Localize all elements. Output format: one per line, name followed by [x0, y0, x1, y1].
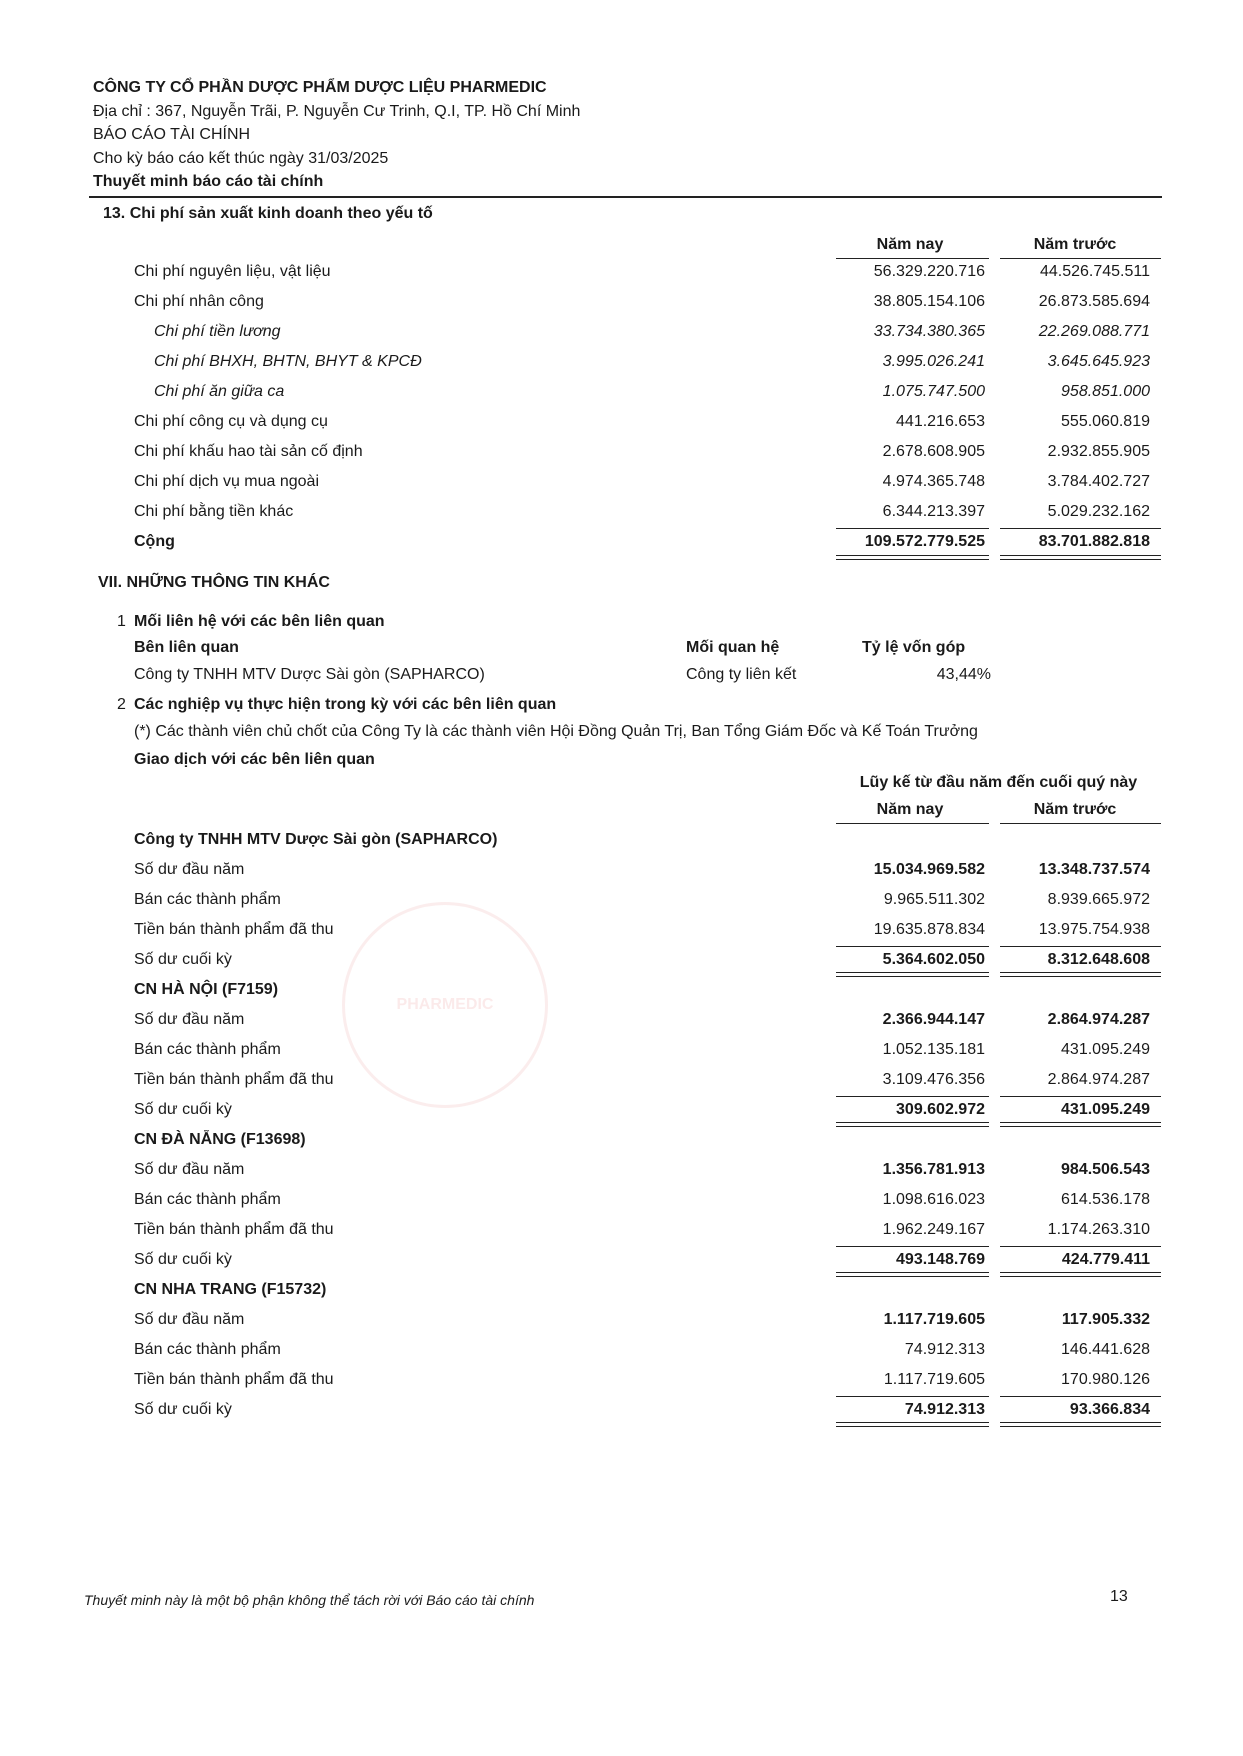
company-name: CÔNG TY CỔ PHẦN DƯỢC PHẨM DƯỢC LIỆU PHARMEDIC — [93, 79, 547, 96]
entity-row-current: 15.034.969.582 — [873, 861, 985, 878]
entity-row-prior: 117.905.332 — [1061, 1311, 1150, 1328]
entity-row-prior: 13.348.737.574 — [1038, 861, 1150, 878]
party-relation: Công ty liên kết — [686, 666, 797, 683]
entity-row-prior: 2.864.974.287 — [1047, 1011, 1150, 1028]
entity-row-prior: 13.975.754.938 — [1038, 921, 1150, 938]
total-double-rule-current — [836, 555, 989, 560]
entity-row-label: Bán các thành phẩm — [134, 1341, 281, 1358]
item-2-title: Các nghiệp vụ thực hiện trong kỳ với các bên liên quan — [134, 696, 557, 713]
cost-row-prior: 2.932.855.905 — [1047, 443, 1150, 460]
entity-row-current: 1.962.249.167 — [882, 1221, 985, 1238]
entity-row-current: 19.635.878.834 — [873, 921, 985, 938]
entity-row-prior: 984.506.543 — [1061, 1161, 1150, 1178]
entity-row-current: 3.109.476.356 — [882, 1071, 985, 1088]
entity-row-current: 2.366.944.147 — [882, 1011, 985, 1028]
entity-row-label: Số dư đầu năm — [134, 1161, 245, 1178]
subtotal-rule-current — [836, 1396, 989, 1397]
cost-row-prior: 3.645.645.923 — [1047, 353, 1150, 370]
section-13-title: 13. Chi phí sản xuất kinh doanh theo yếu tố — [103, 205, 433, 222]
relation-col-header: Mối quan hệ — [686, 639, 780, 656]
entity-row-current: 74.912.313 — [904, 1401, 985, 1418]
balance-double-rule-prior — [1000, 972, 1161, 977]
entity-row-current: 493.148.769 — [896, 1251, 985, 1268]
entity-row-prior: 431.095.249 — [1061, 1041, 1150, 1058]
entity-name: CN HÀ NỘI (F7159) — [134, 981, 279, 998]
header-rule — [89, 196, 1162, 198]
cost-row-label: Chi phí dịch vụ mua ngoài — [134, 473, 319, 490]
cost-row-current: 3.995.026.241 — [882, 353, 985, 370]
balance-double-rule-current — [836, 1422, 989, 1427]
entity-row-prior: 1.174.263.310 — [1047, 1221, 1150, 1238]
col-header-current: Năm nay — [876, 236, 944, 253]
cost-total-label: Cộng — [134, 533, 175, 550]
ratio-col-header: Tỷ lệ vốn góp — [862, 639, 966, 656]
entity-row-label: Bán các thành phẩm — [134, 1041, 281, 1058]
cost-row-prior: 958.851.000 — [1061, 383, 1150, 400]
cost-row-label: Chi phí BHXH, BHTN, BHYT & KPCĐ — [154, 353, 422, 370]
report-title: BÁO CÁO TÀI CHÍNH — [93, 126, 251, 143]
entity-row-prior: 431.095.249 — [1061, 1101, 1150, 1118]
cost-row-current: 6.344.213.397 — [882, 503, 985, 520]
entity-row-label: Số dư đầu năm — [134, 861, 245, 878]
entity-row-prior: 8.312.648.608 — [1047, 951, 1150, 968]
cost-row-label: Chi phí ăn giữa ca — [154, 383, 285, 400]
entity-row-label: Bán các thành phẩm — [134, 891, 281, 908]
entity-row-label: Tiền bán thành phẩm đã thu — [134, 1071, 334, 1088]
entity-row-prior: 8.939.665.972 — [1047, 891, 1150, 908]
cumulative-col-header: Lũy kế từ đầu năm đến cuối quý này — [859, 774, 1138, 791]
entity-row-label: Số dư cuối kỳ — [134, 1101, 232, 1118]
item-2-number: 2 — [117, 696, 126, 713]
balance-double-rule-prior — [1000, 1272, 1161, 1277]
cost-row-current: 33.734.380.365 — [873, 323, 985, 340]
entity-row-prior: 146.441.628 — [1061, 1341, 1150, 1358]
party-name: Công ty TNHH MTV Dược Sài gòn (SAPHARCO) — [134, 666, 485, 683]
cost-row-label: Chi phí nguyên liệu, vật liệu — [134, 263, 331, 280]
entity-row-current: 309.602.972 — [896, 1101, 985, 1118]
entity-row-label: Bán các thành phẩm — [134, 1191, 281, 1208]
entity-row-label: Số dư cuối kỳ — [134, 1251, 232, 1268]
subtotal-rule-prior — [1000, 1096, 1161, 1097]
entity-row-label: Tiền bán thành phẩm đã thu — [134, 1371, 334, 1388]
balance-double-rule-current — [836, 1122, 989, 1127]
col-header-prior: Năm trước — [1033, 236, 1117, 253]
company-stamp: PHARMEDIC — [342, 902, 548, 1108]
entity-row-current: 74.912.313 — [904, 1341, 985, 1358]
subtotal-rule-current — [836, 1096, 989, 1097]
cost-row-prior: 5.029.232.162 — [1047, 503, 1150, 520]
entity-row-current: 1.052.135.181 — [882, 1041, 985, 1058]
col-underline-current — [836, 258, 989, 259]
entity-row-prior: 170.980.126 — [1061, 1371, 1150, 1388]
cost-row-current: 56.329.220.716 — [873, 263, 985, 280]
cost-row-prior: 3.784.402.727 — [1047, 473, 1150, 490]
entity-row-current: 9.965.511.302 — [883, 891, 985, 908]
entity-name: CN ĐÀ NẴNG (F13698) — [134, 1131, 306, 1148]
cost-total-prior: 83.701.882.818 — [1038, 533, 1150, 550]
subtotal-rule-current — [836, 1246, 989, 1247]
cost-row-prior: 555.060.819 — [1061, 413, 1150, 430]
cost-row-label: Chi phí tiền lương — [154, 323, 281, 340]
cost-row-current: 2.678.608.905 — [882, 443, 985, 460]
entity-row-label: Số dư đầu năm — [134, 1311, 245, 1328]
col-header-current: Năm nay — [876, 801, 944, 818]
entity-row-prior: 93.366.834 — [1069, 1401, 1150, 1418]
total-top-rule-current — [836, 528, 989, 529]
subtotal-rule-prior — [1000, 946, 1161, 947]
notes-title: Thuyết minh báo cáo tài chính — [93, 173, 324, 190]
cost-row-label: Chi phí khấu hao tài sản cố định — [134, 443, 363, 460]
cost-row-prior: 26.873.585.694 — [1038, 293, 1150, 310]
balance-double-rule-current — [836, 1272, 989, 1277]
col-header-prior: Năm trước — [1033, 801, 1117, 818]
cost-row-current: 38.805.154.106 — [873, 293, 985, 310]
entity-row-label: Số dư cuối kỳ — [134, 1401, 232, 1418]
entity-row-prior: 424.779.411 — [1061, 1251, 1150, 1268]
balance-double-rule-prior — [1000, 1422, 1161, 1427]
cost-row-label: Chi phí nhân công — [134, 293, 264, 310]
subtotal-rule-current — [836, 946, 989, 947]
entity-row-prior: 2.864.974.287 — [1047, 1071, 1150, 1088]
entity-row-current: 1.356.781.913 — [882, 1161, 985, 1178]
col-underline-current — [836, 823, 989, 824]
entity-row-current: 1.098.616.023 — [882, 1191, 985, 1208]
section-vii-title: VII. NHỮNG THÔNG TIN KHÁC — [98, 574, 330, 591]
entity-row-prior: 614.536.178 — [1061, 1191, 1150, 1208]
cost-total-current: 109.572.779.525 — [864, 533, 985, 550]
party-ratio: 43,44% — [936, 666, 991, 683]
entity-row-label: Tiền bán thành phẩm đã thu — [134, 921, 334, 938]
col-underline-prior — [1000, 258, 1161, 259]
col-underline-prior — [1000, 823, 1161, 824]
item-2-subtitle: Giao dịch với các bên liên quan — [134, 751, 375, 768]
balance-double-rule-current — [836, 972, 989, 977]
total-double-rule-prior — [1000, 555, 1161, 560]
entity-name: Công ty TNHH MTV Dược Sài gòn (SAPHARCO) — [134, 831, 498, 848]
entity-row-label: Số dư cuối kỳ — [134, 951, 232, 968]
balance-double-rule-prior — [1000, 1122, 1161, 1127]
party-col-header: Bên liên quan — [134, 639, 239, 656]
subtotal-rule-prior — [1000, 1396, 1161, 1397]
cost-row-label: Chi phí bằng tiền khác — [134, 503, 294, 520]
company-address: Địa chỉ : 367, Nguyễn Trãi, P. Nguyễn Cư Trinh, Q.I, TP. Hồ Chí Minh — [93, 103, 581, 120]
entity-row-current: 1.117.719.605 — [883, 1371, 985, 1388]
subtotal-rule-prior — [1000, 1246, 1161, 1247]
item-1-number: 1 — [117, 613, 126, 630]
page-number: 13 — [1110, 1588, 1128, 1605]
cost-row-prior: 22.269.088.771 — [1038, 323, 1150, 340]
entity-row-label: Tiền bán thành phẩm đã thu — [134, 1221, 334, 1238]
entity-row-current: 1.117.719.605 — [883, 1311, 985, 1328]
report-period: Cho kỳ báo cáo kết thúc ngày 31/03/2025 — [93, 150, 389, 167]
cost-row-current: 1.075.747.500 — [882, 383, 985, 400]
footer-note: Thuyết minh này là một bộ phận không thể tách rời với Báo cáo tài chính — [84, 1592, 535, 1608]
cost-row-current: 4.974.365.748 — [882, 473, 985, 490]
item-1-title: Mối liên hệ với các bên liên quan — [134, 613, 385, 630]
total-top-rule-prior — [1000, 528, 1161, 529]
item-2-note: (*) Các thành viên chủ chốt của Công Ty là các thành viên Hội Đồng Quản Trị, Ban Tổng Giám Đốc và Kế Toán Trưởng — [134, 723, 978, 740]
cost-row-label: Chi phí công cụ và dụng cụ — [134, 413, 328, 430]
cost-row-prior: 44.526.745.511 — [1039, 263, 1150, 280]
entity-row-current: 5.364.602.050 — [882, 951, 985, 968]
cost-row-current: 441.216.653 — [896, 413, 985, 430]
entity-row-label: Số dư đầu năm — [134, 1011, 245, 1028]
entity-name: CN NHA TRANG (F15732) — [134, 1281, 327, 1298]
